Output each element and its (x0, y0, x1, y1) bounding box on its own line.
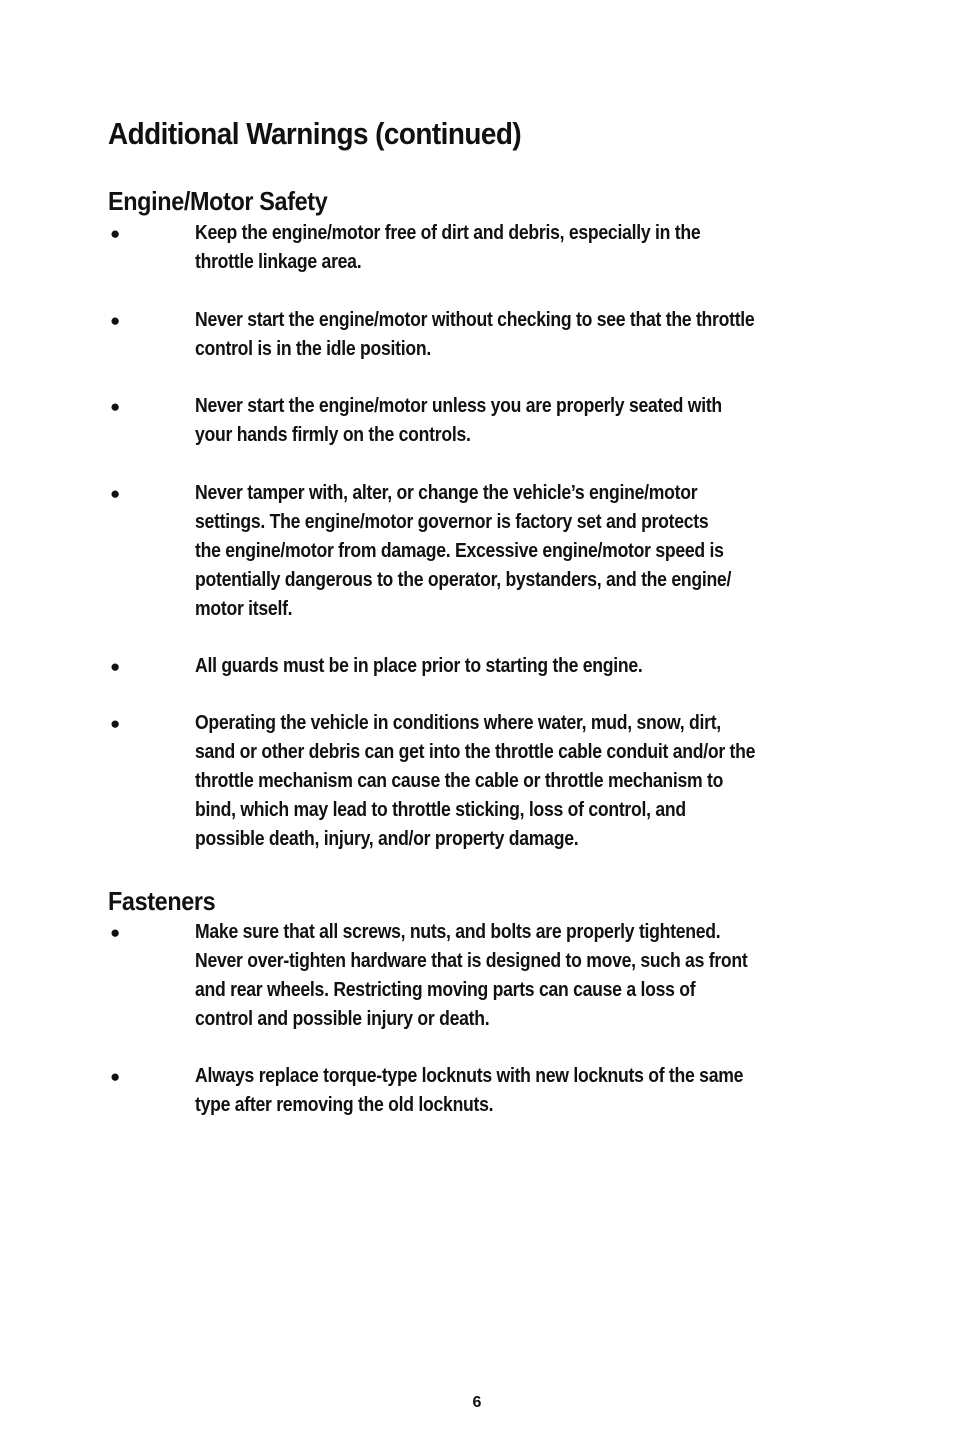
bullet-icon: ● (110, 311, 121, 330)
bullet-icon: ● (110, 714, 121, 733)
list-item-text: Always replace torque-type locknuts with new locknuts of the same type after removing the old locknuts. (195, 1065, 744, 1116)
bullet-icon: ● (110, 484, 121, 503)
bullet-icon: ● (110, 657, 121, 676)
list-item-text: Operating the vehicle in conditions where water, mud, snow, dirt, sand or other debris can get into the throttle cable conduit and/or the throttle mechanism can cause the cable or throttle mechanism to bind, which may lead to throttle sticking, loss of control, and possible death, injury, and/or property damage. (195, 712, 756, 850)
bullet-icon: ● (110, 224, 121, 243)
bullet-icon: ● (110, 397, 121, 416)
list-item-text: Never start the engine/motor unless you are properly seated with your hands firmly on the controls. (195, 395, 722, 446)
bullet-icon: ● (110, 1067, 121, 1086)
list-item-text: Keep the engine/motor free of dirt and debris, especially in the throttle linkage area. (195, 222, 701, 273)
section-heading-fasteners: Fasteners (108, 886, 216, 916)
list-item-text: Never start the engine/motor without checking to see that the throttle control is in the idle position. (195, 309, 755, 360)
list-item-text: All guards must be in place prior to starting the engine. (195, 655, 643, 677)
bullet-icon: ● (110, 923, 121, 942)
section-heading-engine-motor-safety: Engine/Motor Safety (108, 186, 328, 216)
list-item-text: Make sure that all screws, nuts, and bolts are properly tightened. Never over-tighten hardware that is designed to move, such as front and rear wheels. Restricting moving parts can cause a loss of control and possible injury or death. (195, 921, 748, 1030)
list-item-text: Never tamper with, alter, or change the vehicle’s engine/motor settings. The engine/motor governor is factory set and protects the engine/motor from damage. Excessive engine/motor speed is potentially dangerous to the operator, bystanders, and the engine/ motor itself. (195, 482, 732, 620)
page-number: 6 (472, 1394, 482, 1411)
page-title: Additional Warnings (continued) (108, 116, 522, 151)
